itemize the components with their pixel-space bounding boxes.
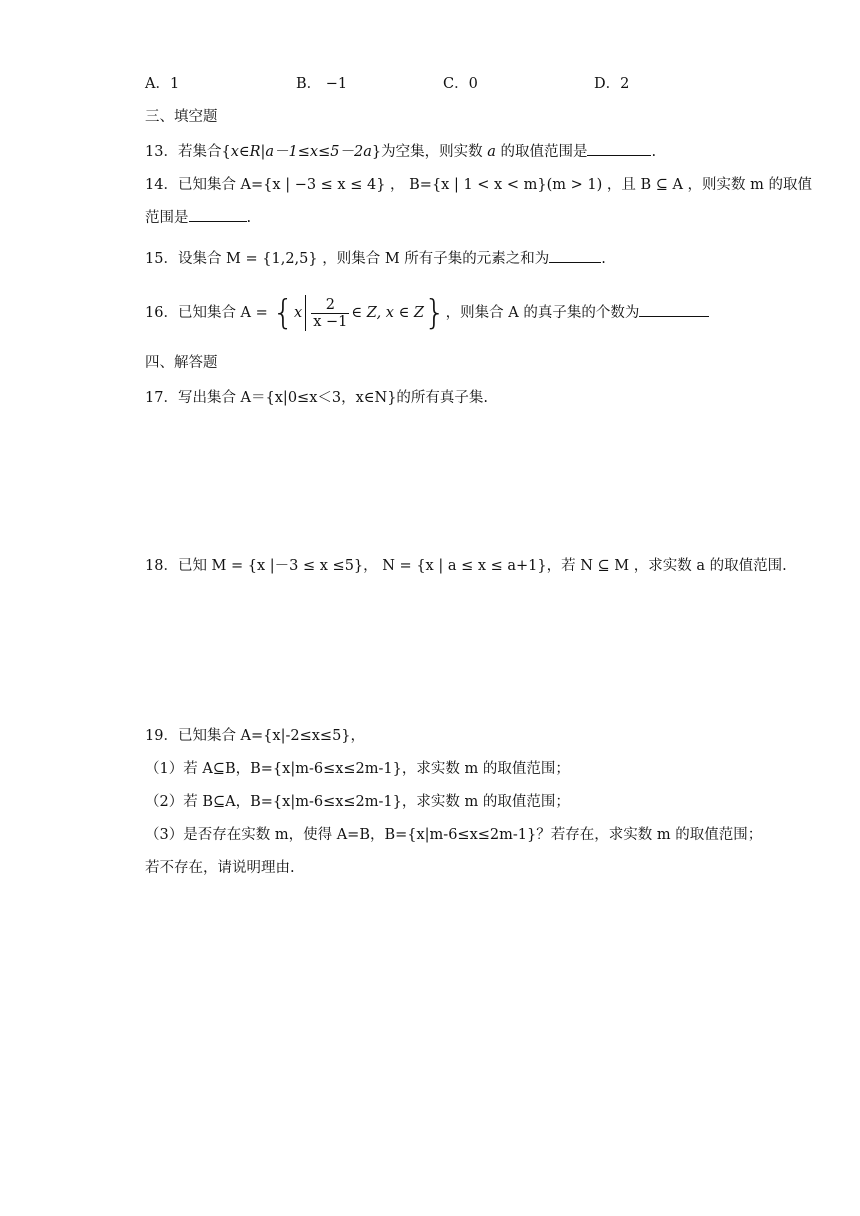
- q16-prefix: 已知集合 A =: [177, 305, 268, 321]
- answer-blank[interactable]: [549, 248, 601, 263]
- question-17: [145, 388, 488, 408]
- question-14: [145, 175, 812, 195]
- answer-blank[interactable]: [587, 141, 651, 156]
- right-brace: }: [424, 293, 446, 333]
- q13-suffix: }为空集，则实数: [371, 144, 483, 160]
- q19-part-3: （3）是否存在实数 m，使得 A=B，B={x|m-6≤x≤2m-1}？若存在，求实数 m 的取值范围；: [145, 827, 763, 843]
- answer-blank[interactable]: [189, 207, 247, 222]
- question-13: [145, 141, 656, 162]
- q19-part-1: （1）若 A⊆B，B={x|m-6≤x≤2m-1}，求实数 m 的取值范围；: [145, 761, 570, 777]
- fraction-numerator: 2: [311, 297, 349, 314]
- section-heading-solutions: 四、解答题: [145, 355, 218, 371]
- option-b: B． −1: [296, 76, 348, 92]
- question-16: [145, 294, 709, 334]
- q13-set: x∈R|a－1≤x≤5－2a: [230, 144, 372, 160]
- answer-blank[interactable]: [639, 302, 709, 317]
- question-18: [145, 556, 787, 576]
- question-number: 19．: [145, 728, 178, 744]
- question-number: 15．: [145, 251, 178, 267]
- q16-cond: ∈ Z, x ∈ Z: [351, 305, 424, 321]
- q19-part-2: （2）若 B⊆A，B={x|m-6≤x≤2m-1}，求实数 m 的取值范围；: [145, 794, 570, 810]
- q14-line1: 已知集合 A={x | −3 ≤ x ≤ 4} ， B={x | 1 < x < m}(m > 1) ，且 B ⊆ A ，则实数 m 的取值: [177, 177, 813, 193]
- q13-var: a: [487, 144, 496, 160]
- question-19: [145, 726, 365, 746]
- question-number: 17．: [145, 390, 178, 406]
- q15-end: .: [601, 251, 606, 267]
- q16-suffix: ，则集合 A 的真子集的个数为: [445, 305, 640, 321]
- fraction-denominator: x −1: [313, 313, 348, 330]
- question-number: 18．: [145, 558, 178, 574]
- q13-end: .: [651, 144, 657, 160]
- q13-tail: 的取值范围是: [500, 144, 588, 160]
- option-a: A．1: [145, 76, 180, 92]
- left-brace: {: [272, 293, 295, 333]
- option-d: D．2: [594, 76, 630, 92]
- q19-part-3-cont: 若不存在，请说明理由.: [145, 860, 295, 876]
- question-number: 16．: [145, 305, 178, 321]
- q13-prefix: 若集合{: [177, 144, 231, 160]
- q18-text: 已知 M = {x |－3 ≤ x ≤5}， N = {x | a ≤ x ≤ a+1}，若 N ⊆ M ，求实数 a 的取值范围.: [177, 558, 787, 574]
- section-heading-fill-in: 三、填空题: [145, 109, 218, 125]
- question-14-cont: [145, 207, 251, 228]
- q14-end: .: [246, 210, 252, 226]
- fraction: [311, 297, 349, 330]
- option-c: C．0: [443, 76, 478, 92]
- set-divider: [305, 295, 306, 331]
- question-15: [145, 248, 606, 269]
- q19-stem: 已知集合 A={x|-2≤x≤5}，: [177, 728, 366, 744]
- q16-x: x: [294, 305, 303, 321]
- q17-text: 写出集合 A＝{x|0≤x＜3，x∈N}的所有真子集.: [177, 390, 489, 406]
- question-number: 13．: [145, 144, 178, 160]
- question-number: 14．: [145, 177, 178, 193]
- q14-line2: 范围是: [145, 210, 189, 226]
- q15-text: 设集合 M = {1,2,5} ，则集合 M 所有子集的元素之和为: [177, 251, 550, 267]
